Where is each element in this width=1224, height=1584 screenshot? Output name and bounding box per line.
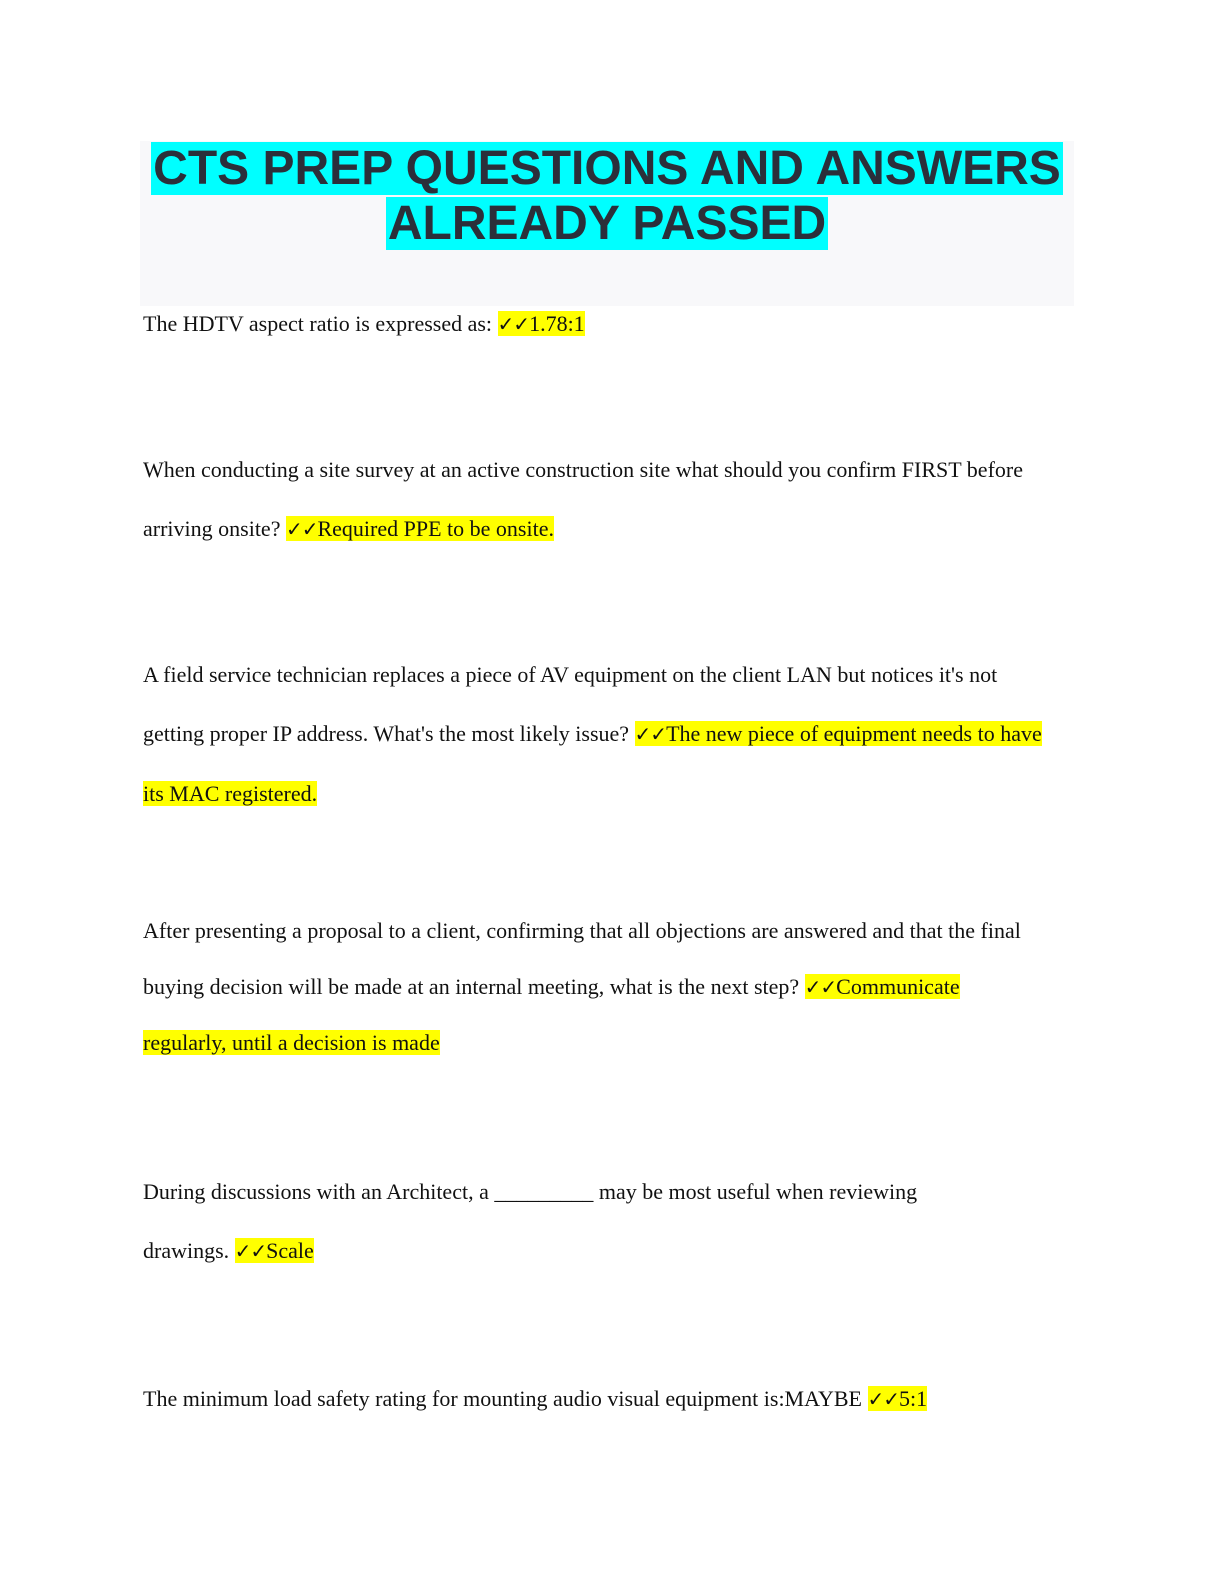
- answer-text: ✓✓Scale: [234, 1238, 314, 1263]
- qa-item-2: [143, 440, 1063, 559]
- title-line-2: ALREADY PASSED: [387, 197, 827, 250]
- qa-item-6: [143, 1369, 1063, 1429]
- qa-item-5: [143, 1162, 1003, 1281]
- check-icon: ✓✓: [867, 1387, 900, 1411]
- qa-item-3: [143, 645, 1063, 823]
- question-text: The minimum load safety rating for mounting audio visual equipment is:MAYBE: [143, 1386, 868, 1411]
- answer-text: ✓✓Communicate regularly, until a decision is made: [143, 974, 960, 1055]
- title-line-1: CTS PREP QUESTIONS AND ANSWERS: [153, 142, 1061, 195]
- question-text: When conducting a site survey at an active construction site what should you confirm FIRST before arriving onsite?: [143, 457, 1023, 541]
- title-banner: [140, 141, 1074, 306]
- question-text: After presenting a proposal to a client, confirming that all objections are answered and that the final buying decision will be made at an internal meeting, what is the next step?: [143, 918, 1021, 999]
- question-text: A field service technician replaces a piece of AV equipment on the client LAN but notices it's not getting proper IP address. What's the most likely issue?: [143, 662, 998, 746]
- check-icon: ✓✓: [285, 517, 318, 541]
- check-icon: ✓✓: [497, 312, 530, 336]
- answer-text: ✓✓5:1: [867, 1386, 928, 1411]
- answer-text: ✓✓The new piece of equipment needs to have its MAC registered.: [143, 721, 1042, 806]
- qa-item-1: [143, 294, 1063, 354]
- check-icon: ✓✓: [234, 1239, 267, 1263]
- check-icon: ✓✓: [804, 975, 837, 999]
- qa-item-4: [143, 903, 1048, 1071]
- question-text: During discussions with an Architect, a _________ may be most useful when reviewing drawings.: [143, 1179, 918, 1263]
- answer-text: ✓✓1.78:1: [497, 311, 585, 336]
- answer-text: ✓✓Required PPE to be onsite.: [285, 516, 554, 541]
- question-text: The HDTV aspect ratio is expressed as:: [143, 311, 498, 336]
- document-title: [140, 141, 1074, 251]
- check-icon: ✓✓: [634, 722, 667, 746]
